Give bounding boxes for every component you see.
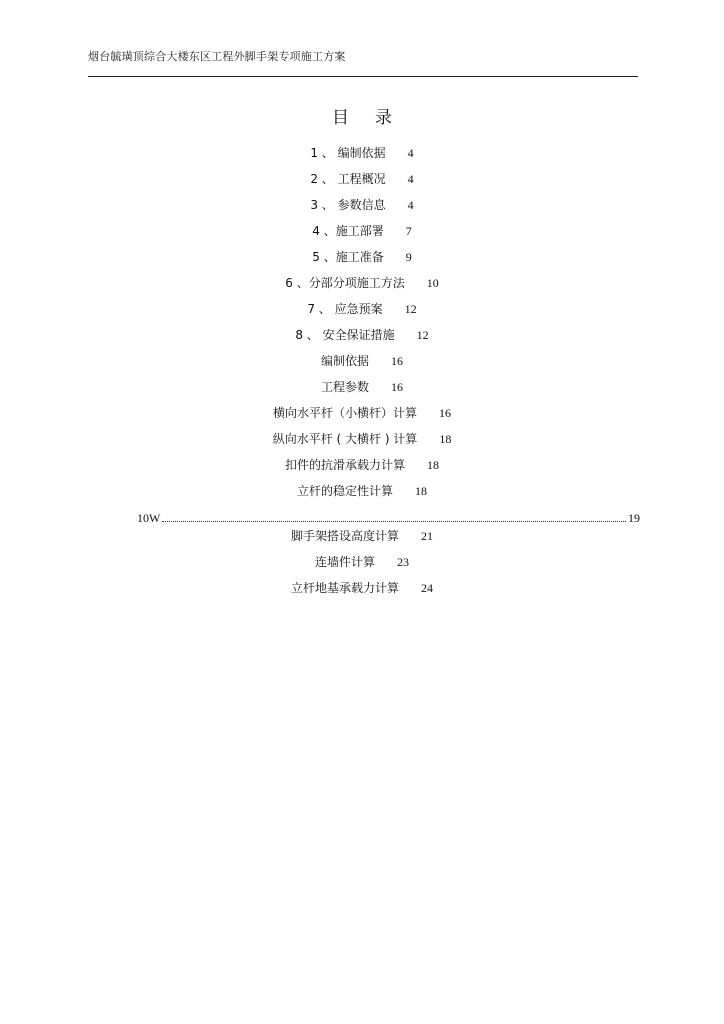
toc-entry-label: 脚手架搭设高度计算 xyxy=(290,529,399,543)
toc-entry[interactable] xyxy=(0,554,724,570)
toc-entry-page: 4 xyxy=(407,198,414,212)
toc-entry[interactable] xyxy=(0,275,724,291)
toc-entry-label: 纵向水平杆 ( 大横杆 ) 计算 xyxy=(272,432,418,446)
toc-entry[interactable] xyxy=(0,379,724,395)
toc-entry-label: 5 、施工准备 xyxy=(312,250,384,264)
toc-entry[interactable] xyxy=(0,249,724,265)
toc-entry-page: 21 xyxy=(421,529,433,543)
toc-entry[interactable] xyxy=(0,580,724,596)
toc-entry-label: 6 、分部分项施工方法 xyxy=(285,276,405,290)
toc-entry[interactable] xyxy=(0,301,724,317)
toc-entry-page: 24 xyxy=(421,581,433,595)
toc-entry-page: 16 xyxy=(391,380,403,394)
toc-entry[interactable] xyxy=(0,353,724,369)
toc-entry-label: 8 、 安全保证措施 xyxy=(295,328,395,342)
toc-entry[interactable] xyxy=(0,528,724,544)
header-divider xyxy=(88,76,638,77)
toc-entry[interactable] xyxy=(0,223,724,239)
toc-entry-label: 横向水平杆（小横杆）计算 xyxy=(272,406,417,420)
toc-entry-label: 立杆地基承载力计算 xyxy=(290,581,399,595)
toc-entry[interactable] xyxy=(0,145,724,161)
toc-entry-page: 18 xyxy=(427,458,439,472)
toc-entry-page: 4 xyxy=(407,146,414,160)
toc-entry-page: 18 xyxy=(439,432,452,446)
toc-entry-page: 12 xyxy=(416,328,429,342)
toc-entry-page: 19 xyxy=(628,511,640,525)
toc-entry-label: 立杆的稳定性计算 xyxy=(296,484,393,498)
toc-entry-page: 16 xyxy=(439,406,451,420)
toc-entry-label: 4 、施工部署 xyxy=(312,224,384,238)
toc-entry[interactable] xyxy=(0,197,724,213)
toc-entry-label: 扣件的抗滑承载力计算 xyxy=(284,458,405,472)
toc-entry-page: 10 xyxy=(426,276,439,290)
toc-entry[interactable] xyxy=(0,483,724,499)
toc-entry-page: 16 xyxy=(391,354,403,368)
toc-entry-page: 12 xyxy=(404,302,417,316)
toc-entry-label: 7 、 应急预案 xyxy=(307,302,383,316)
toc-entry-label: 2 、 工程概况 xyxy=(310,172,386,186)
toc-entry-label: 编制依据 xyxy=(320,354,369,368)
toc-entry[interactable] xyxy=(0,327,724,343)
toc-entry[interactable] xyxy=(0,431,724,447)
toc-entry-dotted[interactable] xyxy=(137,510,640,526)
toc-entry[interactable] xyxy=(0,405,724,421)
toc-entry-page: 4 xyxy=(407,172,414,186)
toc-entry-page: 7 xyxy=(405,224,412,238)
toc-entry-page: 23 xyxy=(397,555,409,569)
toc-entry-label: 10W xyxy=(137,511,161,525)
toc-entry-label: 1 、 编制依据 xyxy=(310,146,386,160)
document-header-title: 烟台毓璜顶综合大楼东区工程外脚手架专项施工方案 xyxy=(88,50,346,63)
toc-entry-label: 工程参数 xyxy=(320,380,369,394)
toc-entry-label: 连墙件计算 xyxy=(314,555,375,569)
toc-entry-label: 3 、 参数信息 xyxy=(310,198,386,212)
dot-leader xyxy=(162,521,626,522)
toc-entry-page: 18 xyxy=(415,484,427,498)
toc-entry[interactable] xyxy=(0,457,724,473)
toc-entry-page: 9 xyxy=(405,250,412,264)
toc-title: 目录 xyxy=(332,108,418,128)
toc-entry[interactable] xyxy=(0,171,724,187)
